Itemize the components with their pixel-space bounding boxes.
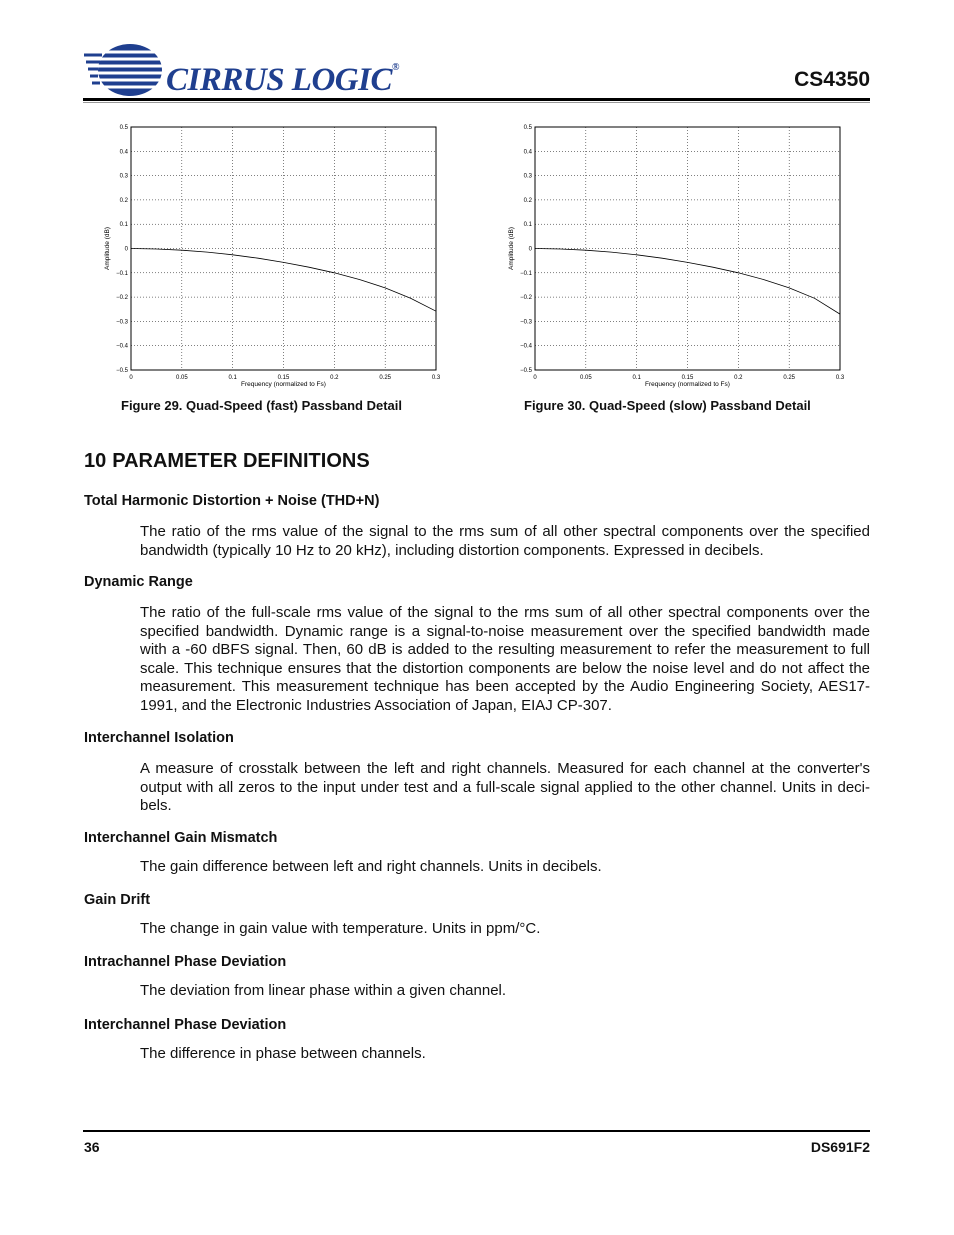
definition-thd-n [84,493,870,560]
passband-fast-plot [100,115,450,395]
definition-term: Total Harmonic Distortion + Noise (THD+N) [84,493,380,509]
x-tick-label: 0.3 [835,375,845,381]
x-tick-label: 0.15 [277,375,290,381]
y-tick-label: −0.5 [116,368,128,374]
logo-wordmark: CIRRUS LOGIC® [166,62,399,98]
x-axis-label: Frequency (normalized to Fs) [645,381,730,388]
definition-text: The gain difference between left and right channels. Units in decibels. [140,858,602,875]
x-tick-label: 0.25 [783,375,796,381]
definition-dynamic-range [84,574,870,715]
y-tick-label: 0.3 [119,173,128,180]
y-tick-label: −0.1 [116,270,128,277]
definition-text: The ratio of the full-scale rms value of the signal to the rms sum of all other spectral components over the specified bandwidth. Dynamic range is a signal-to-noise measurement over the specified bandwidth made with a -60 dBFS signal. Then, 60 dB is added to the resulting measurement to refer the measurement to full scale. This technique ensures that the distortion components are below the noise level and do not affect the measurement. This measurement technique has been accepted by the Audio Engineering Society, AES17-1991, and the Electronic Industries Association of Japan, EIAJ CP-307. [140,604,870,714]
x-tick-label: 0.3 [431,375,441,381]
x-tick-label: 0.2 [734,375,743,381]
definition-term: Interchannel Gain Mismatch [84,830,278,846]
x-tick-label: 0.15 [681,375,694,381]
section-title [84,450,370,473]
x-tick-label: 0.1 [632,375,641,381]
passband-slow-plot [504,115,854,395]
definition-term: Dynamic Range [84,574,193,590]
y-tick-label: 0.1 [523,222,532,229]
x-tick-label: 0.05 [175,375,188,381]
x-tick-label: 0.2 [330,375,339,381]
y-tick-label: 0 [528,246,532,253]
y-tick-label: 0.1 [119,222,128,229]
figure-30-caption: Figure 30. Quad-Speed (slow) Passband Detail [524,398,811,413]
header-rule [83,98,870,101]
y-tick-label: −0.5 [520,368,532,374]
figure-29-caption: Figure 29. Quad-Speed (fast) Passband Detail [121,398,403,413]
part-number: CS4350 [794,68,870,91]
y-tick-label: 0.4 [119,149,128,156]
x-tick-label: 0 [533,375,537,381]
definition-text: A measure of crosstalk between the left and right channels. Measured for each channel at the converter's output with all zeros to the input under test and a full-scale signal applied to the other channel. Units in deci-bels. [140,760,870,814]
x-tick-label: 0 [129,375,133,381]
document-id: DS691F2 [810,1139,870,1155]
y-tick-label: −0.2 [116,295,128,302]
definition-text: The ratio of the rms value of the signal to the rms sum of all other spectral components over the specified bandwidth (typically 10 Hz to 20 kHz), including distortion components. Expressed in decibels. [140,523,870,559]
y-axis-label: Amplitude (dB) [104,227,111,270]
page-number: 36 [84,1139,100,1155]
y-tick-label: 0 [124,246,128,253]
y-tick-label: 0.5 [119,125,128,131]
y-tick-label: −0.4 [520,343,532,350]
x-tick-label: 0.1 [228,375,237,381]
x-tick-label: 0.05 [579,375,592,381]
section-title-text: PARAMETER DEFINITIONS [112,450,370,472]
figure-29-chart [100,115,450,395]
y-tick-label: −0.2 [520,295,532,302]
definition-interchannel-isolation [84,730,870,816]
definition-text: The change in gain value with temperature. Units in ppm/°C. [140,920,541,937]
y-tick-label: 0.2 [119,197,128,204]
definition-gain-drift [84,892,870,939]
footer-rule [83,1130,870,1132]
definition-text: The deviation from linear phase within a given channel. [140,982,507,999]
y-tick-label: 0.5 [523,125,532,131]
definition-term: Gain Drift [84,892,151,908]
section-number: 10 [84,450,107,472]
definition-term: Intrachannel Phase Deviation [84,954,287,970]
definition-interchannel-gain-mismatch [84,830,870,877]
y-tick-label: 0.4 [523,149,532,156]
definition-interchannel-phase-deviation [84,1017,870,1064]
definition-intrachannel-phase-deviation [84,954,870,1001]
header-rule-thin [83,102,870,103]
y-tick-label: 0.3 [523,173,532,180]
y-tick-label: −0.3 [116,319,128,326]
page-header [0,0,954,110]
y-tick-label: −0.1 [520,270,532,277]
y-axis-label: Amplitude (dB) [508,227,515,270]
y-tick-label: 0.2 [523,197,532,204]
x-axis-label: Frequency (normalized to Fs) [241,381,326,388]
definition-term: Interchannel Phase Deviation [84,1017,287,1033]
definition-term: Interchannel Isolation [84,730,234,746]
figure-30-chart [504,115,854,395]
y-tick-label: −0.3 [520,319,532,326]
y-tick-label: −0.4 [116,343,128,350]
x-tick-label: 0.25 [379,375,392,381]
definition-text: The difference in phase between channels. [140,1045,426,1062]
